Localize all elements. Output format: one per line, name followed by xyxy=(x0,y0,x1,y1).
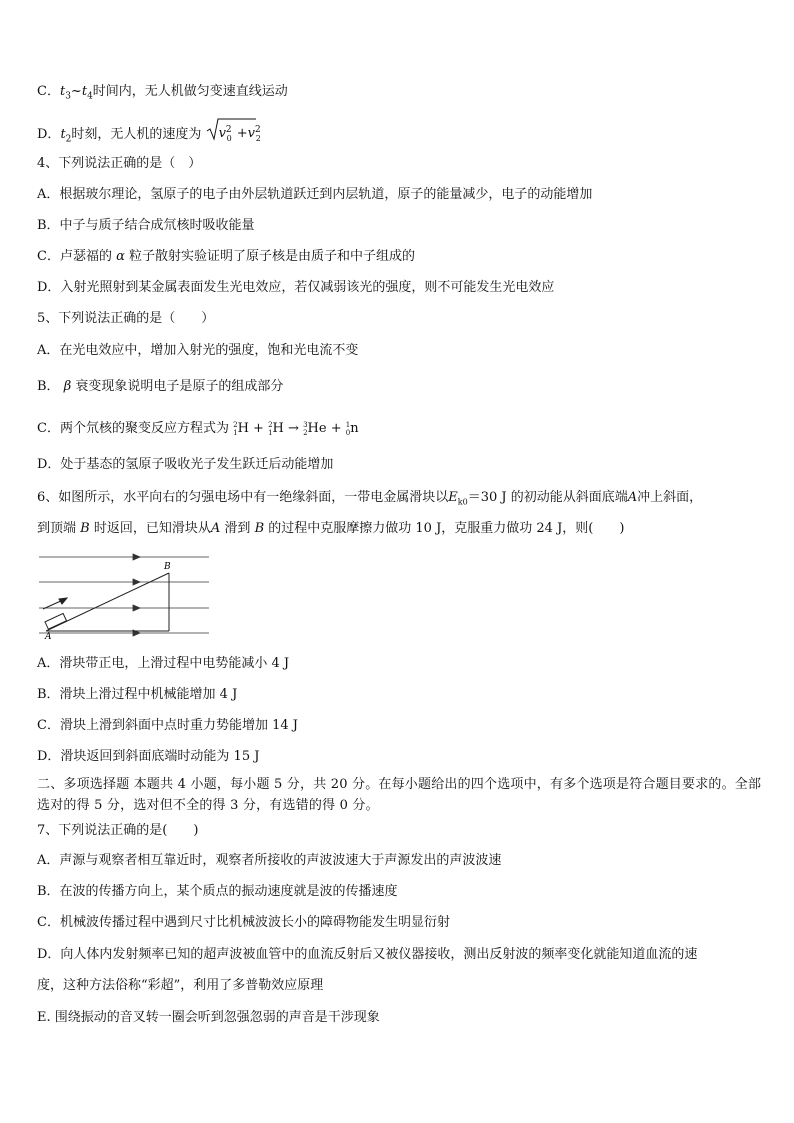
q6-stem-line2: 到顶端 B 时返回，已知滑块从A 滑到 B 的过程中克服摩擦力做功 10 J，克服重力做功 24 J，则( ) xyxy=(37,521,625,536)
q3-option-c: C．$t_3\sim t_4$时间内，无人机做匀变速直线运动 xyxy=(37,84,288,102)
q4-option-a: A．根据玻尔理论，氢原子的电子由外层轨道跃迁到内层轨道，原子的能量减少，电子的动能增加 xyxy=(37,187,593,202)
section-2-instructions: 二、多项选择题 本题共 4 小题，每小题 5 分，共 20 分。在每小题给出的四个选项中，有多个选项是符合题目要求的。全部选对的得 5 分，选对但不全的得 3 分，有选错的得 0 分。 xyxy=(37,777,762,813)
q7-option-e: E. 围绕振动的音叉转一圈会听到忽强忽弱的声音是干涉现象 xyxy=(37,1010,380,1025)
sqrt-expression: $v^2_0 +v^2_2$ xyxy=(206,117,266,148)
q6-stem-line1: 6、如图所示，水平向右的匀强电场中有一绝缘斜面，一带电金属滑块以$E_{k0}=30$ J 的初动能从斜面底端A冲上斜面， xyxy=(37,490,703,507)
q5-option-c: C．两个氘核的聚变反应方程式为 2 1 H + 2 1 H → 3 2 He + 1 0 n xyxy=(37,420,359,437)
q5-option-d: D．处于基态的氢原子吸收光子发生跃迁后动能增加 xyxy=(37,457,334,472)
q7-option-c: C．机械波传播过程中遇到尺寸比机械波波长小的障碍物能发生明显衍射 xyxy=(37,915,450,930)
q5-option-a: A．在光电效应中，增加入射光的强度，饱和光电流不变 xyxy=(37,343,359,358)
incline-diagram-svg xyxy=(37,551,217,641)
q7-option-b: B．在波的传播方向上，某个质点的振动速度就是波的传播速度 xyxy=(37,884,398,899)
field-arrow-icon xyxy=(133,554,140,560)
q5-option-b: B． β 衰变现象说明电子是原子的组成部分 xyxy=(37,379,284,394)
fusion-equation: 2 1 H + 2 1 H → 3 2 He + 1 0 n xyxy=(233,420,359,437)
q4-option-b: B．中子与质子结合成氘核时吸收能量 xyxy=(37,218,255,233)
q7-option-d-line1: D．向人体内发射频率已知的超声波被血管中的血流反射后又被仪器接收，测出反射波的频率变化就能知道血流的速 xyxy=(37,947,698,962)
q6-option-a: A．滑块带正电，上滑过程中电势能减小 4 J xyxy=(37,656,290,671)
q7-stem: 7、下列说法正确的是( ) xyxy=(37,823,199,838)
incline-field-diagram xyxy=(37,551,217,645)
q7-option-d-line2: 度，这种方法俗称“彩超”，利用了多普勒效应原理 xyxy=(37,978,324,993)
label-b: B xyxy=(164,562,171,572)
q6-option-d: D．滑块返回到斜面底端时动能为 15 J xyxy=(37,749,260,764)
q4-option-c: C．卢瑟福的 α 粒子散射实验证明了原子核是由质子和中子组成的 xyxy=(37,249,416,264)
q6-option-b: B．滑块上滑过程中机械能增加 4 J xyxy=(37,687,238,702)
q5-stem: 5、下列说法正确的是（ ） xyxy=(37,311,215,326)
q4-stem: 4、下列说法正确的是（ ） xyxy=(37,156,202,171)
label-a: A xyxy=(45,632,52,641)
velocity-arrow-icon xyxy=(59,598,67,604)
q3-option-d: D．$t_2$时刻，无人机的速度为 $v^2_0 +v^2_2$ xyxy=(37,119,266,150)
field-arrow-icon xyxy=(133,579,140,585)
field-arrow-icon xyxy=(133,605,140,611)
q4-option-d: D．入射光照射到某金属表面发生光电效应，若仅减弱该光的强度，则不可能发生光电效应 xyxy=(37,280,555,295)
q7-option-a: A．声源与观察者相互靠近时，观察者所接收的声波波速大于声源发出的声波波速 xyxy=(37,853,502,868)
q6-option-c: C．滑块上滑到斜面中点时重力势能增加 14 J xyxy=(37,718,298,733)
